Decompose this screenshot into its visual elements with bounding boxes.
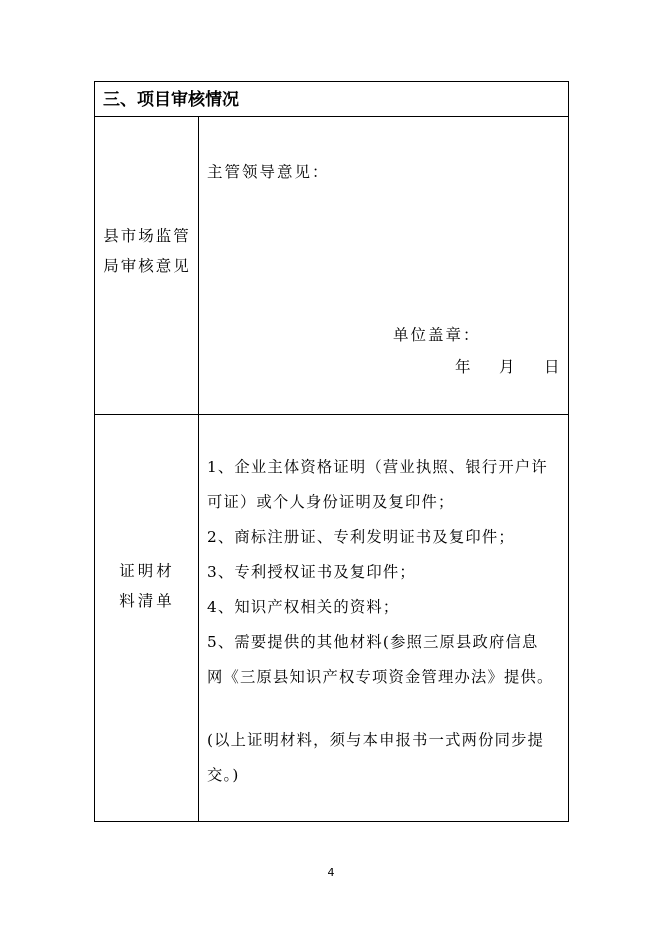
materials-line: 4、知识产权相关的资料； (207, 598, 400, 616)
review-label-line1: 县市场监管 (103, 227, 191, 245)
seal-label: 单位盖章： (393, 326, 481, 344)
review-row (95, 117, 568, 415)
materials-label (107, 556, 187, 616)
materials-label-line2: 料清单 (119, 592, 175, 610)
review-label-line2: 局审核意见 (103, 257, 191, 275)
review-content-cell (199, 117, 568, 414)
materials-note-line: (以上证明材料，须与本申报书一式两份同步提 (207, 731, 545, 749)
page-number: 4 (327, 866, 335, 879)
materials-row (95, 415, 568, 821)
materials-note-line: 交。) (207, 766, 240, 784)
date-month-label: 月 (499, 358, 515, 376)
date-day-label: 日 (544, 358, 560, 376)
materials-line: 1、企业主体资格证明（营业执照、银行开户许 (207, 458, 548, 476)
review-label (99, 221, 195, 281)
materials-list (207, 450, 567, 695)
date-year-label: 年 (455, 358, 471, 376)
materials-line: 可证）或个人身份证明及复印件； (207, 493, 455, 511)
section-title: 三、项目审核情况 (103, 90, 239, 110)
materials-label-line1: 证明材 (119, 562, 175, 580)
leader-opinion-label: 主管领导意见： (207, 163, 330, 181)
review-label-cell (95, 117, 199, 414)
materials-line: 2、商标注册证、专利发明证书及复印件； (207, 528, 515, 546)
materials-content-cell (199, 415, 568, 821)
section-header (95, 82, 568, 117)
review-table (94, 81, 569, 822)
materials-line: 3、专利授权证书及复印件； (207, 563, 416, 581)
materials-line: 5、需要提供的其他材料(参照三原县政府信息 (207, 633, 539, 651)
materials-label-cell (95, 415, 199, 821)
materials-note (207, 723, 567, 793)
materials-line: 网《三原县知识产权专项资金管理办法》提供。 (207, 668, 554, 686)
